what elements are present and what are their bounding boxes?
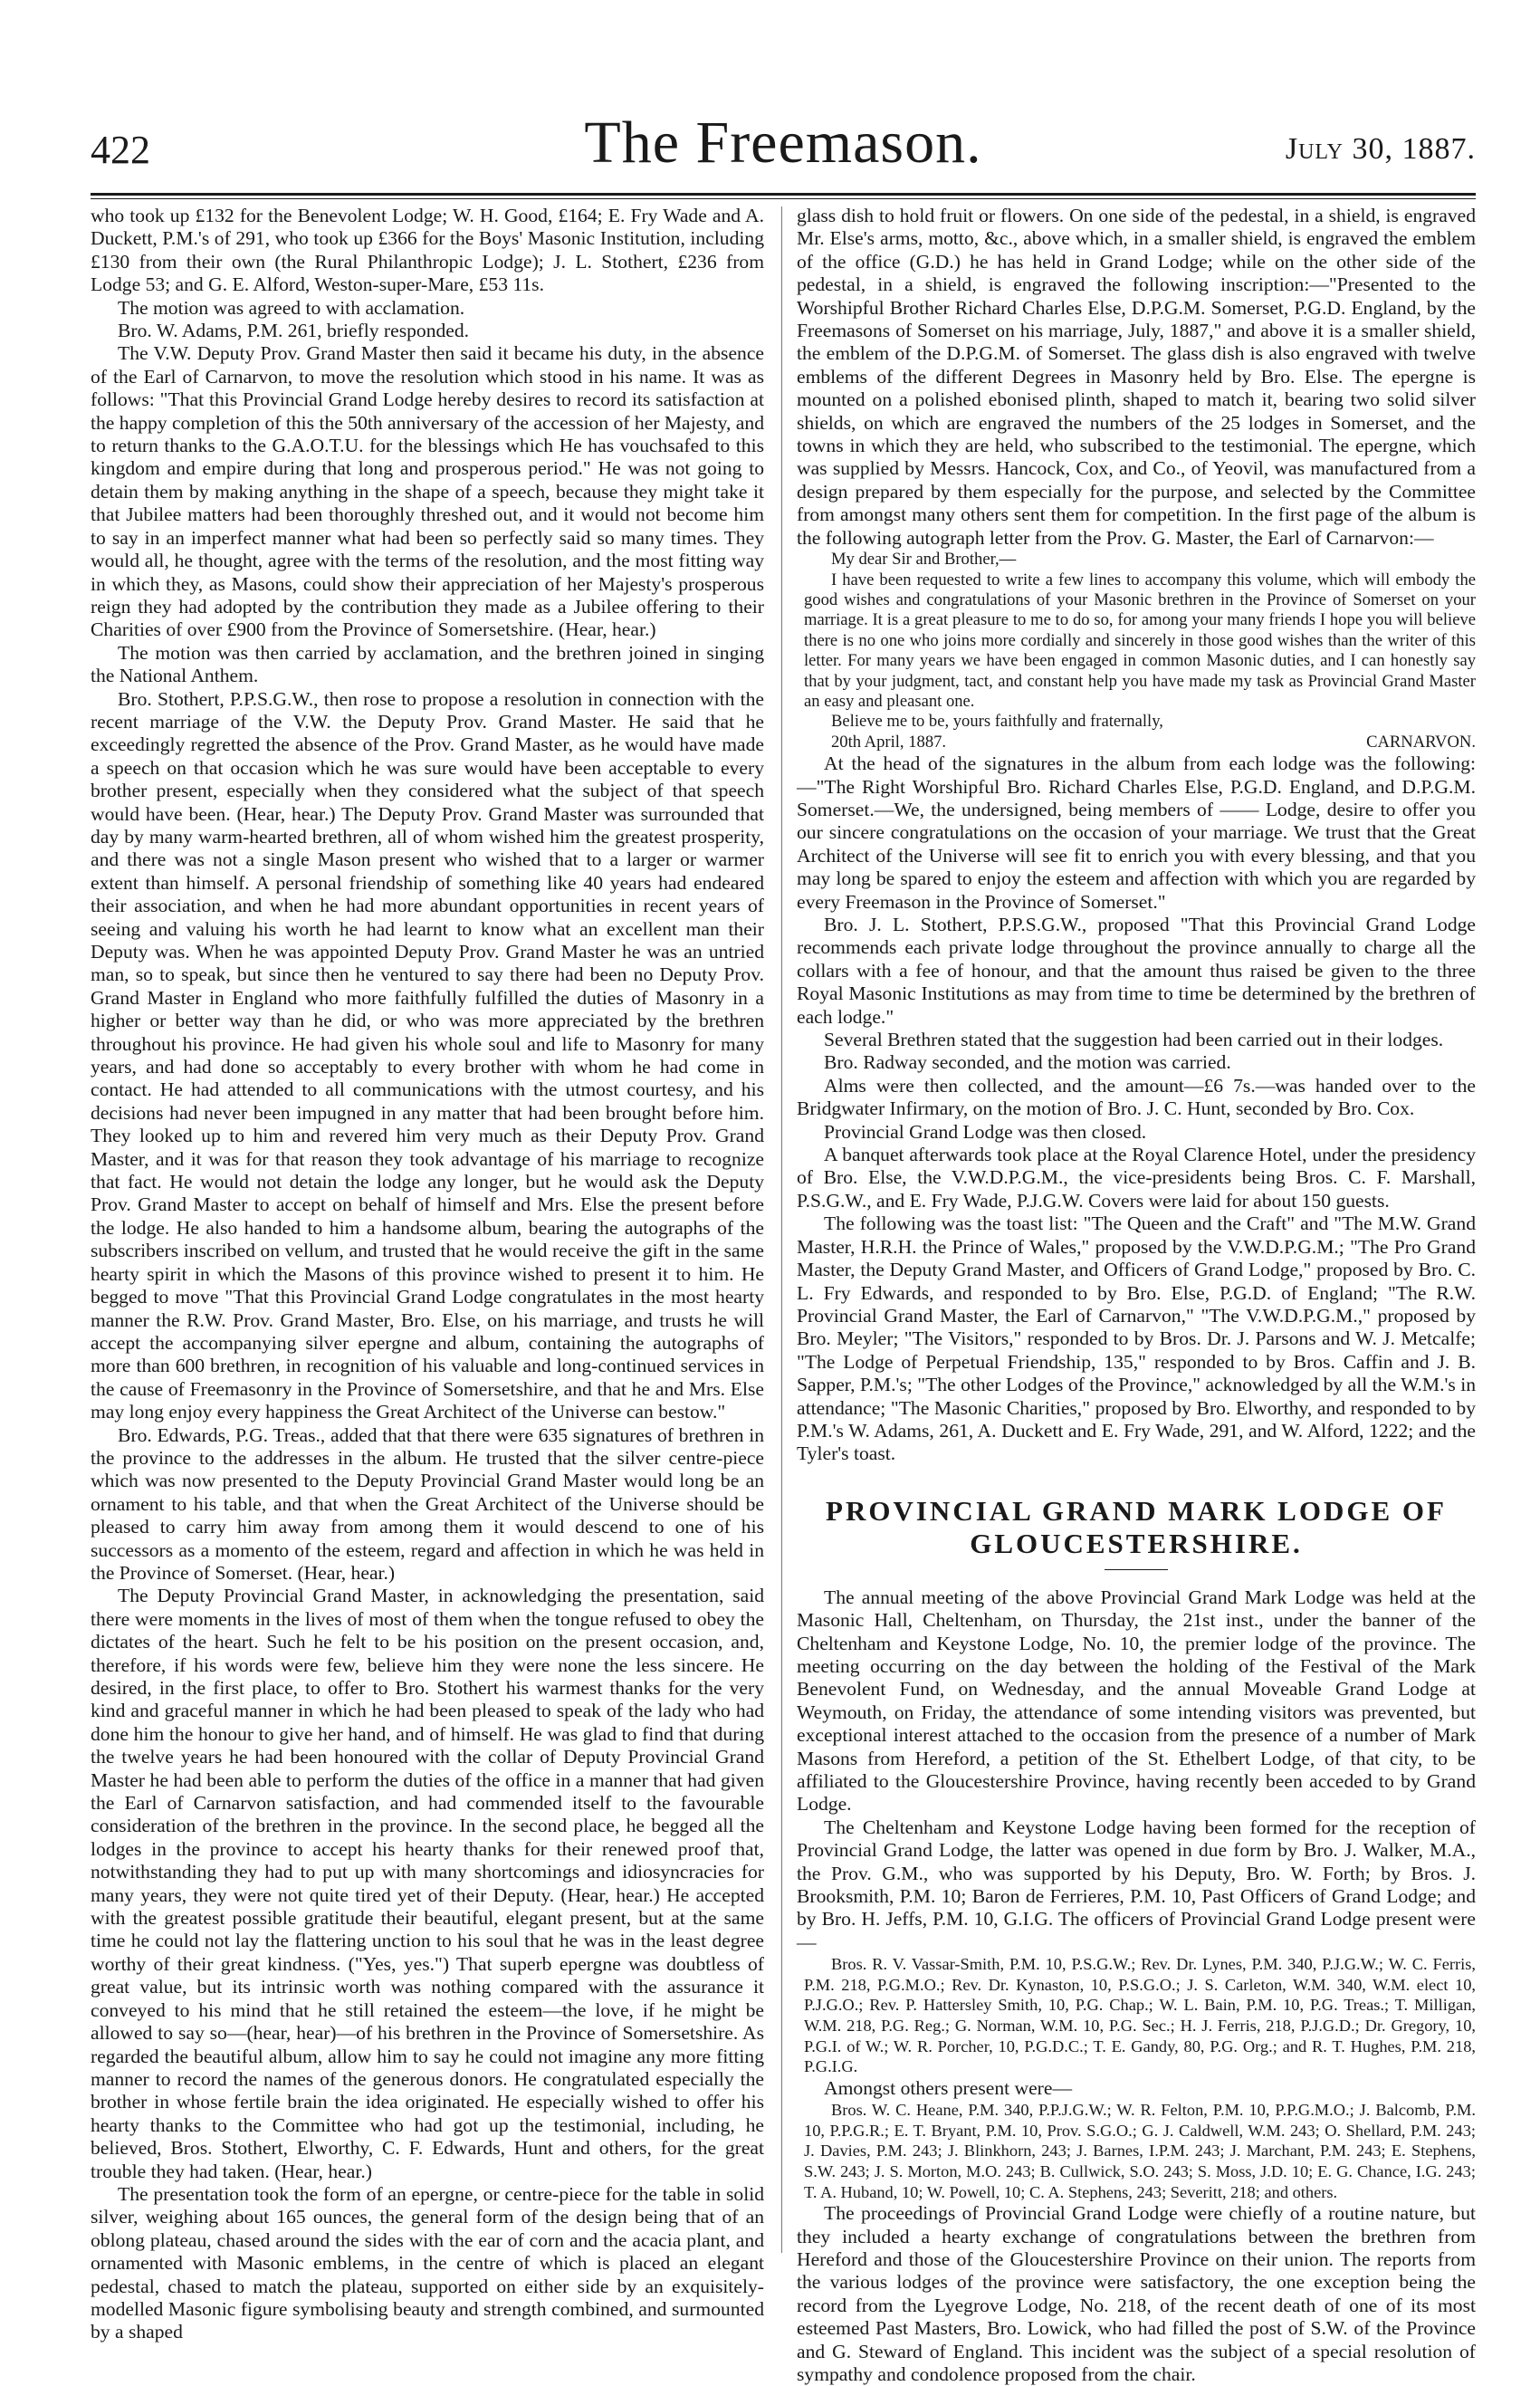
- column-divider: [781, 206, 782, 2253]
- article-paragraph: Bro. W. Adams, P.M. 261, briefly responded.: [118, 320, 470, 342]
- article-paragraph: The Cheltenham and Keystone Lodge having been formed for the reception of Provincial Grand Lodge, the latter was opened in due form by Bro. J. Walker, M.A., the Prov. G.M., who was supported by his Deputy, Bro. W. Forth; by Bros. J. Brooksmith, P.M. 10; Baron de Ferrieres, P.M. 10, Past Officers of Grand Lodge; and by Bro. H. Jeffs, P.M. 10, G.I.G. The officers of Provincial Grand Lodge present were—: [797, 1816, 1476, 1953]
- left-column: [91, 205, 764, 2344]
- heading-rule: [1105, 1569, 1168, 1570]
- article-paragraph: Several Brethren stated that the suggestion had been carried out in their lodges.: [824, 1029, 1444, 1051]
- letter-date: 20th April, 1887.: [831, 732, 947, 752]
- newspaper-title: The Freemason.: [584, 110, 982, 176]
- masthead-rule-thin: [91, 198, 1476, 199]
- masthead-rule-thick: [91, 193, 1476, 196]
- article-paragraph: who took up £132 for the Benevolent Lodge; W. H. Good, £164; E. Fry Wade and A. Duckett, P.M.'s of 291, who took up £366 for the Boys' Masonic Institution, including £130 from their own (the Rural Philanthropic Lodge); J. L. Stothert, £236 from Lodge 53; and G. E. Alford, Weston-super-Mare, £53 11s.: [91, 205, 764, 296]
- article-paragraph: Alms were then collected, and the amount—£6 7s.—was handed over to the Bridgwater Infirmary, on the motion of Bro. J. C. Hunt, seconded by Bro. Cox.: [797, 1074, 1476, 1120]
- letter-closing: Believe me to be, yours faithfully and fraternally,: [831, 712, 1163, 732]
- right-column: [797, 205, 1476, 2386]
- autograph-letter: [797, 550, 1476, 752]
- issue-date: July 30, 1887.: [1285, 132, 1476, 166]
- article-paragraph: Bro. Edwards, P.G. Treas., added that that there were 635 signatures of brethren in the province to the addresses in the album. He trusted that the silver centre-piece which was now presented to the Deputy Provincial Grand Master would long be an ornament to his table, and that when the Great Architect of the Universe should be pleased to carry him away from among them it would descend to one of his successors as a momento of the esteem, regard and affection in which he was held in the Province of Somerset. (Hear, hear.): [91, 1423, 764, 1584]
- letter-signature: CARNARVON.: [1366, 732, 1476, 752]
- section-heading: PROVINCIAL GRAND MARK LODGE OF GLOUCESTERSHIRE.: [826, 1494, 1447, 1559]
- letter-body: I have been requested to write a few lines to accompany this volume, which will embody the good wishes and congratulations of your Masonic brethren in the Province of Somerset on your marriage. It is a great pleasure to me to do so, for among your many friends I hope you will believe there is no one who joins more cordially and sincerely in those good wishes than the writer of this letter. For many years we have been engaged in common Masonic duties, and I can honestly say that by your judgment, tact, and constant help you have made my task as Provincial Grand Master an easy and pleasant one.: [804, 570, 1476, 711]
- article-paragraph: The annual meeting of the above Provincial Grand Mark Lodge was held at the Masonic Hall, Cheltenham, on Thursday, the 21st inst., under the banner of the Cheltenham and Keystone Lodge, No. 10, the premier lodge of the province. The meeting occurring on the day between the holding of the Festival of the Mark Benevolent Fund, on Wednesday, and the annual Moveable Grand Lodge at Weymouth, on Friday, the attendance of some intending visitors was prevented, but exceptional interest attached to the occasion from the presence of a number of Mark Masons from Hereford, a petition of the St. Ethelbert Lodge, of that city, to be affiliated to the Gloucestershire Province, having recently been acceded to by Grand Lodge.: [797, 1586, 1476, 1816]
- article-paragraph: At the head of the signatures in the album from each lodge was the following:—"The Right Worshipful Bro. Richard Charles Else, P.G.D. England, and D.P.G.M. Somerset.—We, the undersigned, being members of —— Lodge, desire to offer you our sincere congratulations on the occasion of your marriage. We trust that the Great Architect of the Universe will see fit to enrich you with every blessing, and that you may long be spared to enjoy the esteem and affection with which you are regarded by every Freemason in the Province of Somerset.": [797, 752, 1476, 913]
- officers-list: Bros. R. V. Vassar-Smith, P.M. 10, P.S.G.W.; Rev. Dr. Lynes, P.M. 340, P.J.G.W.; W. C. Ferris, P.M. 218, P.G.M.O.; Rev. Dr. Kynaston, 10, P.S.G.O.; J. S. Carleton, W.M. 340, W.M. elect 10, P.J.G.O.; Rev. P. Hattersley Smith, 10, P.G. Chap.; W. L. Bain, P.M. 10, P.G. Treas.; T. Milligan, W.M. 218, P.G. Reg.; G. Norman, W.M. 10, P.G. Sec.; H. J. Ferris, 218, P.J.G.D.; Dr. Gregory, 10, P.G.I. of W.; W. R. Porcher, 10, P.G.D.C.; T. E. Gandy, 80, P.G. Org.; and R. T. Hughes, P.M. 218, P.G.I.G.: [804, 1955, 1476, 2076]
- letter-salutation: My dear Sir and Brother,—: [831, 550, 1017, 570]
- article-paragraph: Bro. J. L. Stothert, P.P.S.G.W., proposed "That this Provincial Grand Lodge recommends each private lodge throughout the province annually to charge all the collars with a fee of honour, and that the amount thus raised be given to the three Royal Masonic Institutions as may from time to time be determined by the brethren of each lodge.": [797, 914, 1476, 1028]
- masthead: [91, 109, 1476, 192]
- article-paragraph: glass dish to hold fruit or flowers. On one side of the pedestal, in a shield, is engraved Mr. Else's arms, motto, &c., above which, in a smaller shield, is engraved the emblem of the office (G.D.) he has held in Grand Lodge; while on the other side of the pedestal, in a shield, is engraved the following inscription:—"Presented to the Worshipful Brother Richard Charles Else, D.P.G.M. Somerset, P.G.D. England, by the Freemasons of Somerset on his marriage, July, 1887," and above it is a smaller shield, the emblem of the D.P.G.M. of Somerset. The glass dish is also engraved with twelve emblems of the different Degrees in Masonry held by Bro. Else. The epergne is mounted on a polished ebonised plinth, shaped to match it, bearing two solid silver shields, on which are engraved the numbers of the 25 lodges in Somerset, and the towns in which they are held, who subscribed to the testimonial. The epergne, which was supplied by Messrs. Hancock, Cox, and Co., of Yeovil, was manufactured from a design prepared by them especially for the purpose, and selected by the Committee from amongst many others sent them for competition. In the first page of the album is the following autograph letter from the Prov. G. Master, the Earl of Carnarvon:—: [797, 205, 1476, 549]
- others-intro: Amongst others present were—: [824, 2076, 1073, 2099]
- article-paragraph: A banquet afterwards took place at the Royal Clarence Hotel, under the presidency of Bro. Else, the V.W.D.P.G.M., the vice-presidents being Bros. C. F. Marshall, P.S.G.W., and E. Fry Wade, P.J.G.W. Covers were laid for about 150 guests.: [797, 1144, 1476, 1212]
- article-paragraph: The following was the toast list: "The Queen and the Craft" and "The M.W. Grand Master, H.R.H. the Prince of Wales," proposed by the V.W.D.P.G.M.; "The Pro Grand Master, the Deputy Grand Master, and Officers of Grand Lodge," proposed by Bro. C. L. Fry Edwards, and responded to by Bro. Else, P.G.D. of England; "The R.W. Provincial Grand Master, the Earl of Carnarvon," "The V.W.D.P.G.M.," proposed by Bro. Meyler; "The Visitors," responded to by Bros. Dr. J. Parsons and W. J. Metcalfe; "The Lodge of Perpetual Friendship, 135," responded to by Bros. Caffin and J. B. Sapper, P.M.'s; "The other Lodges of the Province," acknowledged by all the W.M.'s in attendance; "The Masonic Charities," proposed by Bro. Elworthy, and responded to by P.M.'s W. Adams, 261, A. Duckett and E. Fry Wade, 291, and W. Alford, 1222; and the Tyler's toast.: [797, 1212, 1476, 1465]
- article-paragraph: Bro. Stothert, P.P.S.G.W., then rose to propose a resolution in connection with the recent marriage of the V.W. the Deputy Prov. Grand Master. He said that he exceedingly regretted the absence of the Prov. Grand Master, as he would have made a speech on that occasion which he was sure would have been acceptable to every brother present, especially when they considered what the subject of that speech would have been. (Hear, hear.) The Deputy Prov. Grand Master was surrounded that day by many warm-hearted brethren, all of whom wished him the greatest prosperity, and there was not a single Mason present who wished that to a larger or warmer extent than himself. A personal friendship of something like 40 years had endeared their association, and when he had more abundant opportunities in recent years of seeing and valuing his worth he had learnt to know what an excellent man their Deputy was. When he was appointed Deputy Prov. Grand Master he was an untried man, so to speak, but since then he ventured to say there had been no Deputy Prov. Grand Master in England who more faithfully fulfilled the duties of Masonry in a higher or better way than he did, or who was more appreciated by the brethren throughout his province. He had given his whole soul and life to Masonry for many years, and had done so acceptably to every brother with whom he had come in contact. He had attended to all communications with the utmost courtesy, and his decisions had never been impugned in any matter that had been brought before him. They looked up to him and revered him very much as their Deputy Prov. Grand Master, and it was for that reason they took advantage of his marriage to recognize that fact. He would not detain the lodge any longer, but he would ask the Deputy Prov. Grand Master to accept on behalf of himself and Mrs. Else the present before the lodge. He also handed to him a handsome album, bearing the autographs of the subscribers inscribed on vellum, and trusted that he would receive the gift in the same hearty spirit in which the Masons of this province wished to present it to him. He begged to move "That this Provincial Grand Lodge congratulates in the most hearty manner the R.W. Prov. Grand Master, Bro. Else, on his marriage, and trusts he will accept the accompanying silver epergne and album, containing the autographs of more than 600 brethren, in recognition of his valuable and long-continued services in the cause of Freemasonry in the Province of Somersetshire, and that he and Mrs. Else may long enjoy every happiness the Great Architect of the Universe can bestow.": [91, 687, 764, 1423]
- article-paragraph: The proceedings of Provincial Grand Lodge were chiefly of a routine nature, but they included a hearty exchange of congratulations between the brethren from Hereford and those of the Gloucestershire Province on their union. The reports from the various lodges of the province were satisfactory, the one exception being the record from the Lyegrove Lodge, No. 218, of the recent death of one of its most esteemed Past Masters, Bro. Lowick, who had filled the post of S.W. of the Province and G. Steward of England. This incident was the subject of a special resolution of sympathy and condolence proposed from the chair.: [797, 2202, 1476, 2386]
- article-paragraph: The V.W. Deputy Prov. Grand Master then said it became his duty, in the absence of the Earl of Carnarvon, to move the resolution which stood in his name. It was as follows: "That this Provincial Grand Lodge hereby desires to record its satisfaction at the happy completion of this the 50th anniversary of the accession of her Majesty, and to return thanks to the G.A.O.T.U. for the blessings which He has vouchsafed to this kingdom and empire during that long and prosperous period." He was not going to detain them by making anything in the shape of a speech, because they might take it that Jubilee matters had been thoroughly threshed out, and it would not become him to say in an imperfect manner what had been so perfectly said so many times. They would all, he thought, agree with the terms of the resolution, and the most fitting way in which they, as Masons, could show their appreciation of her Majesty's prosperous reign they had adopted by the contribution they made as a Jubilee offering to their Charities of over £900 from the Province of Somersetshire. (Hear, hear.): [91, 342, 764, 641]
- article-paragraph: The motion was then carried by acclamation, and the brethren joined in singing the National Anthem.: [91, 641, 764, 687]
- article-paragraph: The presentation took the form of an epergne, or centre-piece for the table in solid silver, weighing about 165 ounces, the general form of the design being that of an oblong plateau, chased around the sides with the ear of corn and the acacia plant, and ornamented with Masonic emblems, in the centre of which is placed an elegant pedestal, chased to match the plateau, supported on either side by an exquisitely-modelled Masonic figure symbolising beauty and strength combined, and surmounted by a shaped: [91, 2182, 764, 2343]
- article-paragraph: Provincial Grand Lodge was then closed.: [824, 1120, 1147, 1143]
- article-paragraph: The motion was agreed to with acclamation.: [118, 296, 465, 319]
- article-paragraph: Bro. Radway seconded, and the motion was carried.: [824, 1051, 1231, 1074]
- others-present-list: Bros. W. C. Heane, P.M. 340, P.P.J.G.W.; W. R. Felton, P.M. 10, P.P.G.M.O.; J. Balcomb, P.M. 10, P.P.G.R.; E. T. Bryant, P.M. 10, Prov. S.G.O.; G. J. Caldwell, W.M. 243; O. Shellard, P.M. 243; J. Davies, P.M. 243; J. Blinkhorn, 243; J. Barnes, I.P.M. 243; J. Marchant, P.M. 243; E. Stephens, S.W. 243; J. S. Morton, M.O. 243; B. Cullwick, S.O. 243; S. Moss, J.D. 10; E. G. Chance, I.G. 243; T. A. Huband, 10; W. Powell, 10; C. A. Stephens, 243; Severitt, 218; and others.: [804, 2101, 1476, 2201]
- page-number: 422: [91, 128, 150, 172]
- letter-signature-line: [804, 733, 1476, 752]
- article-paragraph: The Deputy Provincial Grand Master, in acknowledging the presentation, said there were moments in the lives of most of them when the tongue refused to obey the dictates of the heart. Such he felt to be his position on the present occasion, and, therefore, if his words were few, believe him they were none the less sincere. He desired, in the first place, to offer to Bro. Stothert his warmest thanks for the very kind and graceful manner in which he had been pleased to speak of the lady who had done him the honour to give her hand, and of himself. He was glad to find that during the twelve years he had been honoured with the collar of Deputy Provincial Grand Master he had been able to perform the duties of the office in a manner that had given the Earl of Carnarvon satisfaction, and had commended itself to the favourable consideration of the brethren in the province. In the second place, he begged all the lodges in the province to accept his hearty thanks for their renewed proof that, notwithstanding they had to put up with many shortcomings and idiosyncracies for many years, they were not quite tired yet of their Deputy. (Hear, hear.) He accepted with the greatest possible gratitude their beautiful, elegant present, but at the same time he could not lay the flattering unction to his soul that he was in the least degree worthy of their great kindness. ("Yes, yes.") That superb epergne was doubtless of great value, but its intrinsic worth was nothing compared with the assurance it conveyed to his mind that he still retained the esteem—the love, if he might be allowed to say so—(hear, hear)—of his brethren in the Province of Somersetshire. As regarded the beautiful album, allow him to say he could not imagine any more fitting manner to record the names of the generous donors. He congratulated especially the brother in whose fertile brain the idea originated. He especially wished to offer his hearty thanks to the Committee who had got up the testimonial, including, he believed, Bros. Stothert, Elworthy, C. F. Edwards, Hunt and others, for the great trouble they had taken. (Hear, hear.): [91, 1585, 764, 2182]
